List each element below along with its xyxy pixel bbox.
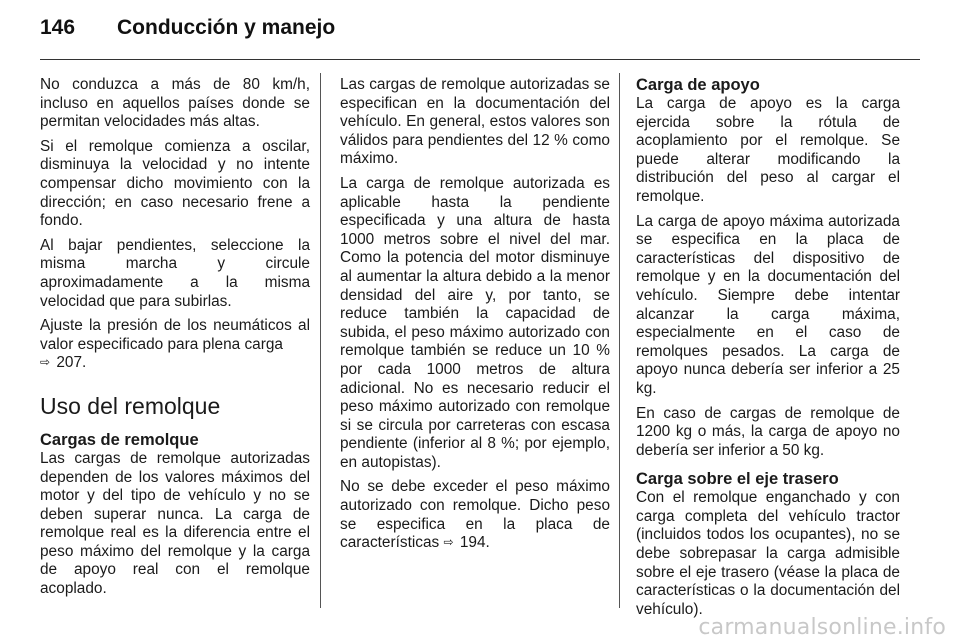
paragraph-tyre-pressure — [40, 317, 310, 373]
column-1 — [40, 76, 310, 605]
page-reference-207[interactable] — [40, 354, 86, 371]
section-title: Uso del remolque — [40, 392, 221, 419]
column-divider-2 — [619, 73, 620, 608]
paragraph-altitude: La carga de remolque autorizada es aplicable hasta la pendiente especificada y una altura de hasta 1000 metros sobre el nivel del mar. Como la potencia del motor disminuye al aumentar la altura debido a la menor densidad del aire y, por tanto, se reduce también la capacidad de subida, el peso máximo autorizado con remolque también se reduce un 10 % por cada 1000 metros de altura adicional. No es necesario reducir el peso máximo autorizado con remolque si se circula por carreteras con escasa pendiente (inferior al 8 %; por ejemplo, en autopistas). — [340, 174, 610, 471]
column-2 — [340, 76, 610, 559]
column-divider-1 — [320, 73, 321, 608]
arrow-right-icon: ⇨ — [443, 535, 454, 550]
page-reference-number: 207. — [56, 354, 87, 372]
paragraph-downhill: Al bajar pendientes, seleccione la misma marcha y circule aproximadamente a la misma velocidad que para subirlas. — [40, 236, 310, 310]
page-title: Conducción y manejo — [117, 16, 336, 39]
paragraph-support-load-max: La carga de apoyo máxima autorizada se especifica en la placa de características del dispositivo de remolque y en la documentación del vehículo. Siempre debe intentar alcanzar la carga máxima, especialmente en el caso de remolques pesados. La carga de apoyo nunca debería ser inferior a 25 kg. — [636, 212, 900, 397]
header-divider — [40, 59, 920, 60]
paragraph-rear-axle: Con el remolque enganchado y con carga completa del vehículo tractor (incluidos todos los ocupantes), no se debe sobrepasar la carga admisible sobre el eje trasero (véase la placa de características o la documentación del vehículo). — [636, 489, 900, 618]
page-reference-194[interactable] — [444, 534, 490, 551]
subsection-title-trailer-loads: Cargas de remolque — [40, 430, 199, 449]
paragraph-trailer-swaying: Si el remolque comienza a oscilar, disminuya la velocidad y no intente compensar dicho movimiento con la dirección; en caso necesario frene a fondo. — [40, 137, 310, 230]
paragraph-authorized-loads: Las cargas de remolque autorizadas se especifican en la documentación del vehículo. En general, estos valores son válidos para pendientes del 12 % como máximo. — [340, 76, 610, 168]
page-number: 146 — [40, 16, 76, 39]
paragraph-max-weight — [340, 478, 610, 552]
tyre-pressure-text: Ajuste la presión de los neumáticos al valor especificado para plena carga — [40, 317, 310, 353]
subsection-title-support-load: Carga de apoyo — [636, 76, 760, 94]
page-header — [40, 16, 335, 40]
arrow-right-icon: ⇨ — [40, 355, 51, 370]
watermark: carmanualsonline.info — [698, 615, 946, 640]
paragraph-trailer-loads: Las cargas de remolque autorizadas dependen de los valores máximos del motor y del tipo de vehículo y no se deben superar nunca. La carga de remolque real es la diferencia entre el peso máximo del remolque y la carga de apoyo real con el remolque acoplado. — [40, 449, 310, 598]
paragraph-support-load-heavy: En caso de cargas de remolque de 1200 kg o más, la carga de apoyo no debería ser inferior a 50 kg. — [636, 404, 900, 459]
paragraph-speed-limit: No conduzca a más de 80 km/h, incluso en aquellos países donde se permitan velocidades más altas. — [40, 76, 310, 131]
paragraph-support-load-definition: La carga de apoyo es la carga ejercida sobre la rótula de acoplamiento por el remolque. Se puede alterar modificando la distribución del peso al cargar el remolque. — [636, 95, 900, 205]
subsection-title-rear-axle: Carga sobre el eje trasero — [636, 470, 839, 489]
column-3 — [636, 76, 900, 625]
page-reference-number: 194. — [459, 534, 490, 552]
max-weight-text: No se debe exceder el peso máximo autorizado con remolque. Dicho peso se especifica en la placa de características — [340, 478, 610, 552]
